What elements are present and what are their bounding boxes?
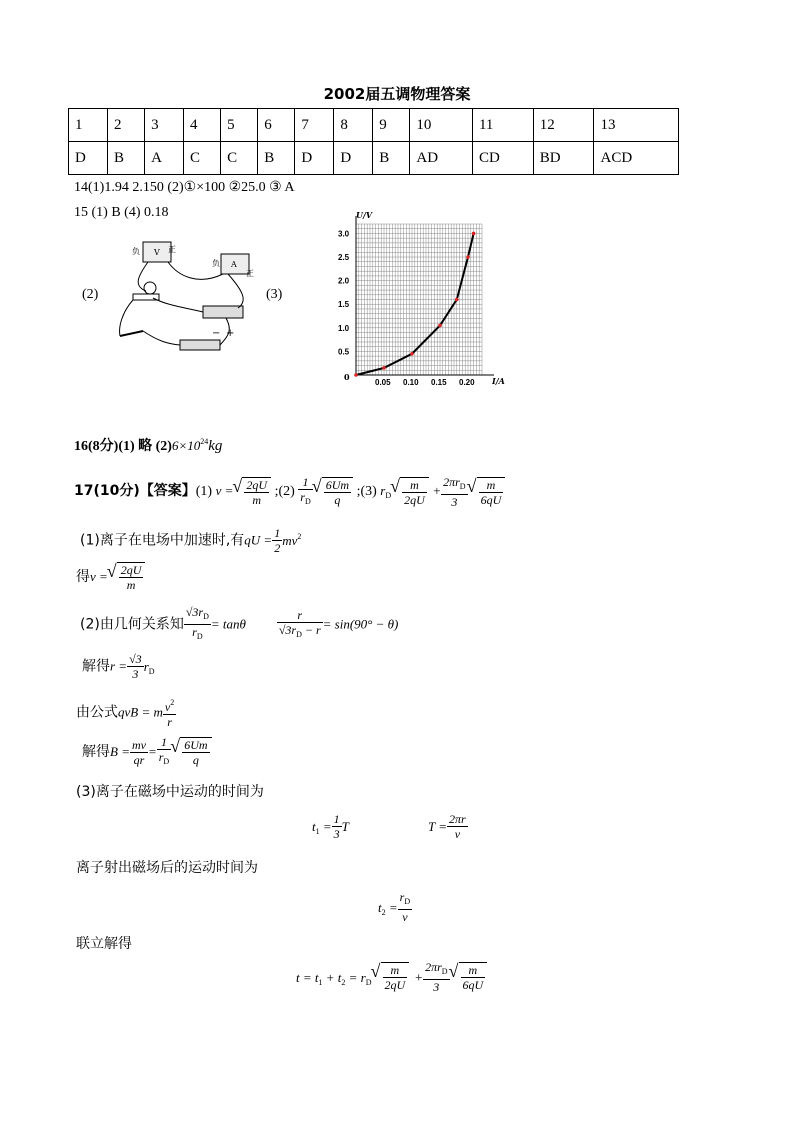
voltmeter-label: V — [154, 248, 160, 257]
q17-p9: 联立解得 — [76, 936, 132, 952]
q15-label-3: (3) — [266, 287, 283, 302]
y-tick-label: 0.5 — [338, 347, 350, 357]
q17-eq-T: T = $\frac{2\pi r}{v}$ — [428, 812, 466, 841]
q15-line: 15 (1) B (4) 0.18 — [74, 205, 169, 220]
table-cell-number: 2 — [107, 109, 144, 142]
q14-line: 14(1)1.94 2.150 (2)①×100 ②25.0 ③ A — [74, 180, 295, 195]
data-point — [472, 232, 476, 236]
q17-p4: 解得r = $\frac{√3}{3}$ $r_D$ — [82, 652, 155, 681]
table-row-answers — [69, 142, 679, 175]
table-cell-answer: D — [69, 142, 108, 175]
table-cell-number: 13 — [594, 109, 679, 142]
q17-eq-t1: $t_1$ = $\frac{1}{3}$ T — [312, 812, 349, 841]
q16-prefix: 16(8分)(1) 略 (2) — [74, 439, 172, 454]
table-cell-number: 3 — [145, 109, 184, 142]
table-cell-answer: D — [334, 142, 373, 175]
circuit-pos-2: 正 — [246, 269, 254, 278]
q17-title: 17(10分)【答案】 — [74, 483, 196, 500]
data-point — [410, 352, 414, 356]
table-cell-number: 8 — [334, 109, 373, 142]
origin-label: 0 — [344, 372, 350, 382]
table-cell-answer: A — [145, 142, 184, 175]
table-cell-number: 1 — [69, 109, 108, 142]
battery-icon — [180, 340, 220, 350]
q16-value: $6\times 10^{24}kg$ — [171, 437, 223, 454]
rheostat-icon — [203, 306, 243, 318]
x-tick-label: 0.15 — [431, 378, 447, 387]
q17-eq-t2: $t_2$ = $\frac{r_D}{v}$ — [378, 890, 411, 924]
ammeter-label: A — [231, 260, 237, 269]
circuit-minus: − — [212, 328, 221, 339]
table-cell-answer: C — [184, 142, 221, 175]
y-tick-label: 1.5 — [338, 300, 350, 310]
table-cell-answer: AD — [410, 142, 473, 175]
q17-header: 17(10分)【答案】(1) v = √ $\frac{2qU}{m}$ ;(2) $\frac{1}{r_D}$ √ $\frac{6Um}{q}$ ;(3) $r_D$ √ $\frac{m}{2qU}$ + $\frac{2\pi r_D}{3}$ √ $\frac{m}{6qU}$ — [74, 475, 505, 509]
circuit-neg-1: 负 — [132, 247, 140, 256]
table-cell-answer: BD — [533, 142, 594, 175]
x-axis-label: I/A — [492, 376, 505, 386]
table-cell-number: 12 — [533, 109, 594, 142]
table-cell-number: 11 — [472, 109, 533, 142]
table-cell-number: 9 — [373, 109, 410, 142]
q16-line — [74, 435, 222, 455]
table-cell-number: 5 — [221, 109, 258, 142]
bulb-icon — [144, 282, 156, 294]
table-cell-number: 4 — [184, 109, 221, 142]
table-row-numbers — [69, 109, 679, 142]
q17-p6: 解得B = $\frac{mv}{qr}$ = $\frac{1}{r_D}$ √ $\frac{6Um}{q}$ — [82, 735, 212, 769]
q17-p7: (3)离子在磁场中运动的时间为 — [76, 784, 264, 800]
x-tick-label: 0.20 — [459, 378, 475, 387]
x-tick-label: 0.05 — [375, 378, 391, 387]
table-cell-number: 6 — [258, 109, 295, 142]
table-cell-answer: ACD — [594, 142, 679, 175]
x-tick-label: 0.10 — [403, 378, 419, 387]
circuit-neg-2: 负 — [212, 259, 220, 268]
table-cell-number: 10 — [410, 109, 473, 142]
table-cell-number: 7 — [295, 109, 334, 142]
circuit-plus: + — [226, 328, 235, 339]
data-point — [438, 324, 442, 328]
y-axis-label: U/V — [356, 210, 373, 220]
q17-p2: 得v = √ $\frac{2qU}{m}$ — [76, 562, 145, 592]
data-point — [466, 255, 470, 259]
q17-p3: (2)由几何关系知 $\frac{√3r_D}{r_D}$ = tanθ $\frac{r}{√3r_D - r}$ = sin(90° − θ) — [80, 605, 399, 641]
table-cell-answer: B — [107, 142, 144, 175]
y-tick-label: 2.5 — [338, 253, 350, 263]
y-tick-label: 1.0 — [338, 323, 350, 333]
q17-eq-t: $t = t_1 + t_2 = r_D$ √ $\frac{m}{2qU}$ + $\frac{2\pi r_D}{3}$ √ $\frac{m}{6qU}$ — [296, 960, 487, 994]
data-point — [382, 366, 386, 370]
q17-p1: (1)离子在电场中加速时,有qU = $\frac{1}{2}$ $mv^2$ — [80, 526, 302, 555]
circuit-pos-1: 正 — [168, 245, 176, 254]
q17-p5: 由公式qvB = m $\frac{v^2}{r}$ — [76, 698, 175, 729]
table-cell-answer: B — [258, 142, 295, 175]
table-cell-answer: B — [373, 142, 410, 175]
circuit-diagram — [108, 236, 263, 356]
q17-p8: 离子射出磁场后的运动时间为 — [76, 860, 258, 876]
table-cell-answer: CD — [472, 142, 533, 175]
data-point — [354, 373, 358, 377]
table-cell-answer: D — [295, 142, 334, 175]
answer-table — [68, 108, 679, 175]
y-tick-label: 2.0 — [338, 276, 350, 286]
ui-chart — [334, 210, 514, 390]
table-cell-answer: C — [221, 142, 258, 175]
switch-icon — [120, 331, 143, 336]
data-point — [455, 298, 459, 302]
y-tick-label: 3.0 — [338, 229, 350, 239]
page-title: 2002届五调物理答案 — [323, 85, 471, 103]
q15-label-2: (2) — [82, 287, 99, 302]
